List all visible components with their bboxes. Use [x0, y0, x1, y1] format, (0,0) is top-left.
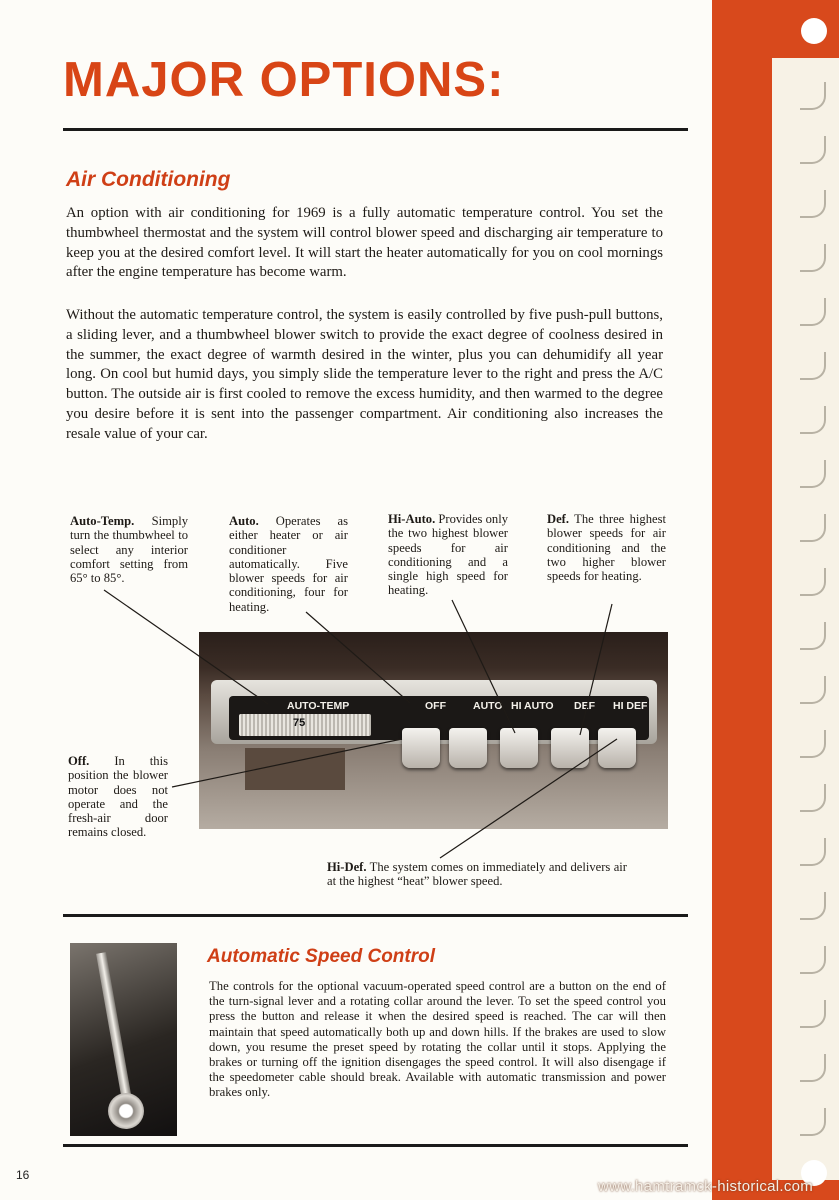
- push-button-auto: [449, 728, 487, 768]
- divider: [63, 1144, 688, 1147]
- push-button-off: [402, 728, 440, 768]
- page-number: 16: [16, 1168, 30, 1182]
- temperature-lever: [245, 748, 345, 790]
- button-label-def: DEF: [574, 700, 595, 712]
- speed-control-heading: Automatic Speed Control: [207, 946, 436, 967]
- binder-hole: [801, 18, 827, 44]
- push-button-hi-auto: [500, 728, 538, 768]
- speed-control-body: The controls for the optional vacuum-operated speed control are a button on the end of the turn-signal lever and a rotating collar around the lever. To set the speed control you press the button and release it when the desired speed is reached. The car will then maintain that speed automatically both up and down hills. If the brakes are used to slow down, you resume the preset speed by rotating the collar until it stops. Applying the brakes or turning off the ignition disengages the speed control. It will also disengage if the speedometer cable should break. Available with automatic transmission and power brakes only.: [209, 979, 666, 1100]
- page-title: MAJOR OPTIONS:: [63, 53, 505, 107]
- divider: [63, 128, 688, 131]
- ac-paragraph-1: An option with air conditioning for 1969 is a fully automatic temperature control. You set the thumbwheel thermostat and the system will control blower speed and discharging air temperature to keep you at the desired comfort level. It will start the heater automatically for you on cool mornings after the engine temperature has become warm.: [66, 205, 663, 281]
- push-button-hi-def: [598, 728, 636, 768]
- caption-auto-temp: Auto-Temp. Simply turn the thumbwheel to select any interior comfort setting from 65° to 85°.: [70, 514, 188, 586]
- divider: [63, 914, 688, 917]
- climate-control-photo: [199, 632, 668, 829]
- caption-hi-auto: Hi-Auto. Provides only the two highest blower speeds for air conditioning and a single high speed for heating.: [388, 512, 508, 598]
- watermark: www.hamtramck-historical.com: [598, 1178, 814, 1195]
- auto-temp-label: AUTO-TEMP: [287, 700, 350, 712]
- caption-def: Def. The three highest blower speeds for air conditioning and the two higher blower speeds for heating.: [547, 512, 666, 584]
- button-label-hi-auto: HI AUTO: [511, 700, 554, 712]
- ac-paragraph-2: Without the automatic temperature control, the system is easily controlled by five push-pull buttons, a sliding lever, and a thumbwheel blower switch to provide the exact degree of coolness desired in the summer, the exact degree of warmth desired in the winter, plus you can dehumidify all year long. On cool but humid days, you simply slide the temperature lever to the right and press the A/C button. The outside air is first cooled to remove the excess humidity, and then warmed to the degree you desire before it is sent into the passenger compartment. Air conditioning also increases the resale value of your car.: [66, 307, 663, 442]
- caption-off: Off. In this position the blower motor does not operate and the fresh-air door remains closed.: [68, 754, 168, 840]
- caption-hi-def: Hi-Def. The system comes on immediately and delivers air at the highest “heat” blower speed.: [327, 860, 627, 889]
- caption-auto: Auto. Operates as either heater or air conditioner automatically. Five blower speeds for air conditioning, four for heating.: [229, 514, 348, 614]
- button-label-auto: AUTO: [473, 700, 503, 712]
- speed-control-button: [108, 1093, 144, 1129]
- push-button-def: [551, 728, 589, 768]
- turn-signal-lever-photo: [70, 943, 177, 1136]
- dial-value: 75: [293, 717, 306, 729]
- air-conditioning-heading: Air Conditioning: [66, 168, 231, 191]
- button-label-off: OFF: [425, 700, 446, 712]
- button-label-hi-def: HI DEF: [613, 700, 648, 712]
- thumbwheel-dial: [239, 714, 371, 736]
